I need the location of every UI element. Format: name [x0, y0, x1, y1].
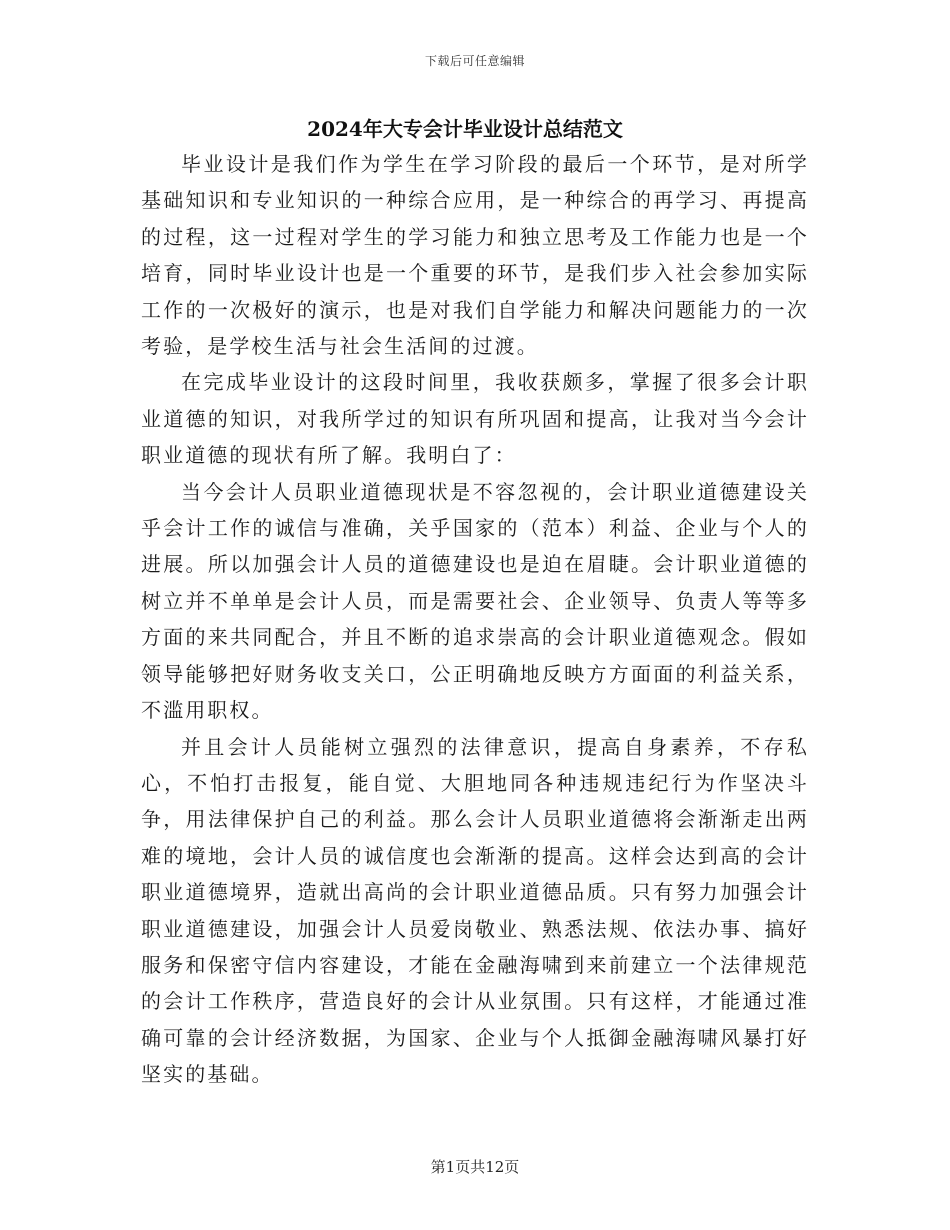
- page-number-label: 第1页共12页: [430, 1158, 520, 1176]
- document-title: 2024年大专会计毕业设计总结范文: [307, 117, 623, 141]
- paragraph-2: 在完成毕业设计的这段时间里，我收获颇多，掌握了很多会计职业道德的知识，对我所学过的知识有所巩固和提高，让我对当今会计职业道德的现状有所了解。我明白了：: [141, 370, 809, 468]
- header-note: 下载后可任意编辑: [424, 54, 525, 68]
- paragraph-3: 当今会计人员职业道德现状是不容忽视的，会计职业道德建设关乎会计工作的诚信与准确，关乎国家的（范本）利益、企业与个人的进展。所以加强会计人员的道德建设也是迫在眉睫。会计职业道德的树立并不单单是会计人员，而是需要社会、企业领导、负责人等等多方面的来共同配合，并且不断的追求崇高的会计职业道德观念。假如领导能够把好财务收支关口，公正明确地反映方方面面的利益关系，不滥用职权。: [141, 479, 809, 723]
- page-footer: [0, 1156, 950, 1177]
- paragraph-1: 毕业设计是我们作为学生在学习阶段的最后一个环节，是对所学基础知识和专业知识的一种综合应用，是一种综合的再学习、再提高的过程，这一过程对学生的学习能力和独立思考及工作能力也是一个培育，同时毕业设计也是一个重要的环节，是我们步入社会参加实际工作的一次极好的演示，也是对我们自学能力和解决问题能力的一次考验，是学校生活与社会生活间的过渡。: [141, 152, 809, 359]
- document-body: [141, 146, 809, 1093]
- paragraph-4: 并且会计人员能树立强烈的法律意识，提高自身素养，不存私心，不怕打击报复，能自觉、大胆地同各种违规违纪行为作坚决斗争，用法律保护自己的利益。那么会计人员职业道德将会渐渐走出两难的境地，会计人员的诚信度也会渐渐的提高。这样会达到高的会计职业道德境界，造就出高尚的会计职业道德品质。只有努力加强会计职业道德建设，加强会计人员爱岗敬业、熟悉法规、依法办事、搞好服务和保密守信内容建设，才能在金融海啸到来前建立一个法律规范的会计工作秩序，营造良好的会计从业氛围。只有这样，才能通过准确可靠的会计经济数据，为国家、企业与个人抵御金融海啸风暴打好坚实的基础。: [141, 734, 809, 1087]
